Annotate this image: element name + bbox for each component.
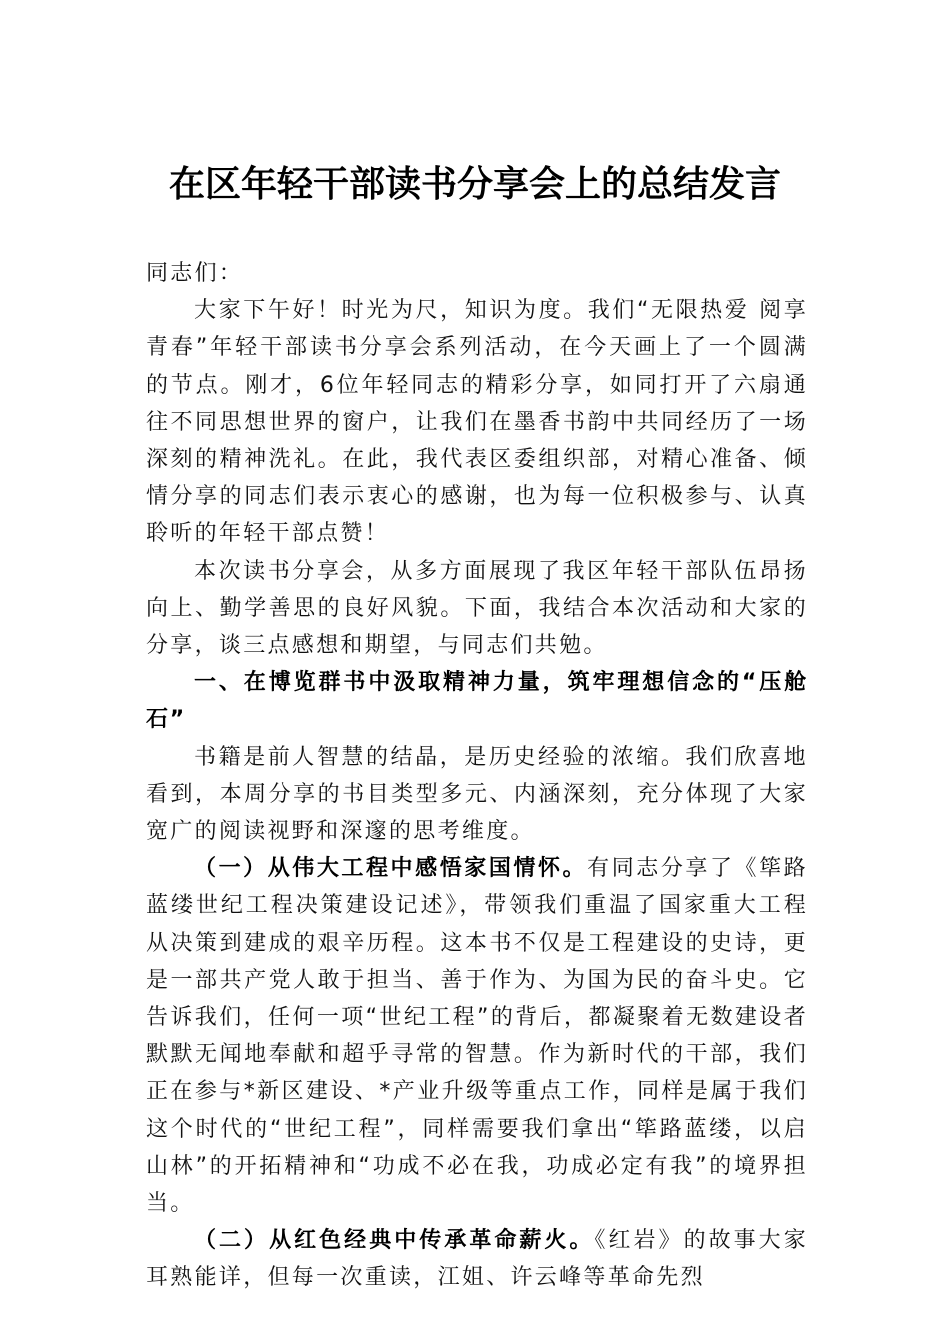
subsection-1-heading: （一）从伟大工程中感悟家国情怀。 bbox=[194, 856, 588, 882]
subsection-1-body: 有同志分享了《筚路蓝缕世纪工程决策建设记述》，带领我们重温了国家重大工程从决策到建成的艰辛历程。这本书不仅是工程建设的史诗，更是一部共产党人敢于担当、善于作为、为国为民的奋斗史。它告诉我们，任何一项“世纪工程”的背后，都凝聚着无数建设者默默无闻地奉献和超乎寻常的智慧。作为新时代的干部，我们正在参与*新区建设、*产业升级等重点工作，同样是属于我们这个时代的“世纪工程”，同样需要我们拿出“筚路蓝缕，以启山林”的开拓精神和“功成不必在我，功成必定有我”的境界担当。 bbox=[146, 856, 808, 1217]
document-body bbox=[146, 255, 808, 1297]
paragraph-opening: 大家下午好！时光为尺，知识为度。我们“无限热爱 阅享青春”年轻干部读书分享会系列活动，在今天画上了一个圆满的节点。刚才，6位年轻同志的精彩分享，如同打开了六扇通往不同思想世界的窗户，让我们在墨香书韵中共同经历了一场深刻的精神洗礼。在此，我代表区委组织部，对精心准备、倾情分享的同志们表示衷心的感谢，也为每一位积极参与、认真聆听的年轻干部点赞！ bbox=[146, 298, 808, 547]
subsection-2-body: 《红岩》的故事大家耳熟能详，但每一次重读，江姐、许云峰等革命先烈 bbox=[146, 1228, 808, 1291]
subsection-1 bbox=[146, 850, 808, 1222]
paragraph-overview: 本次读书分享会，从多方面展现了我区年轻干部队伍昂扬向上、勤学善思的良好风貌。下面，我结合本次活动和大家的分享，谈三点感想和期望，与同志们共勉。 bbox=[146, 558, 808, 659]
salutation: 同志们： bbox=[146, 261, 244, 286]
section-1-intro: 书籍是前人智慧的结晶，是历史经验的浓缩。我们欣喜地看到，本周分享的书目类型多元、内涵深刻，充分体现了大家宽广的阅读视野和深邃的思考维度。 bbox=[146, 744, 808, 845]
subsection-2 bbox=[146, 1222, 808, 1296]
subsection-2-heading: （二）从红色经典中传承革命薪火。 bbox=[194, 1228, 595, 1254]
section-heading-1: 一、在博览群书中汲取精神力量，筑牢理想信念的“压舱石” bbox=[146, 670, 808, 733]
document-title: 在区年轻干部读书分享会上的总结发言 bbox=[168, 163, 781, 205]
